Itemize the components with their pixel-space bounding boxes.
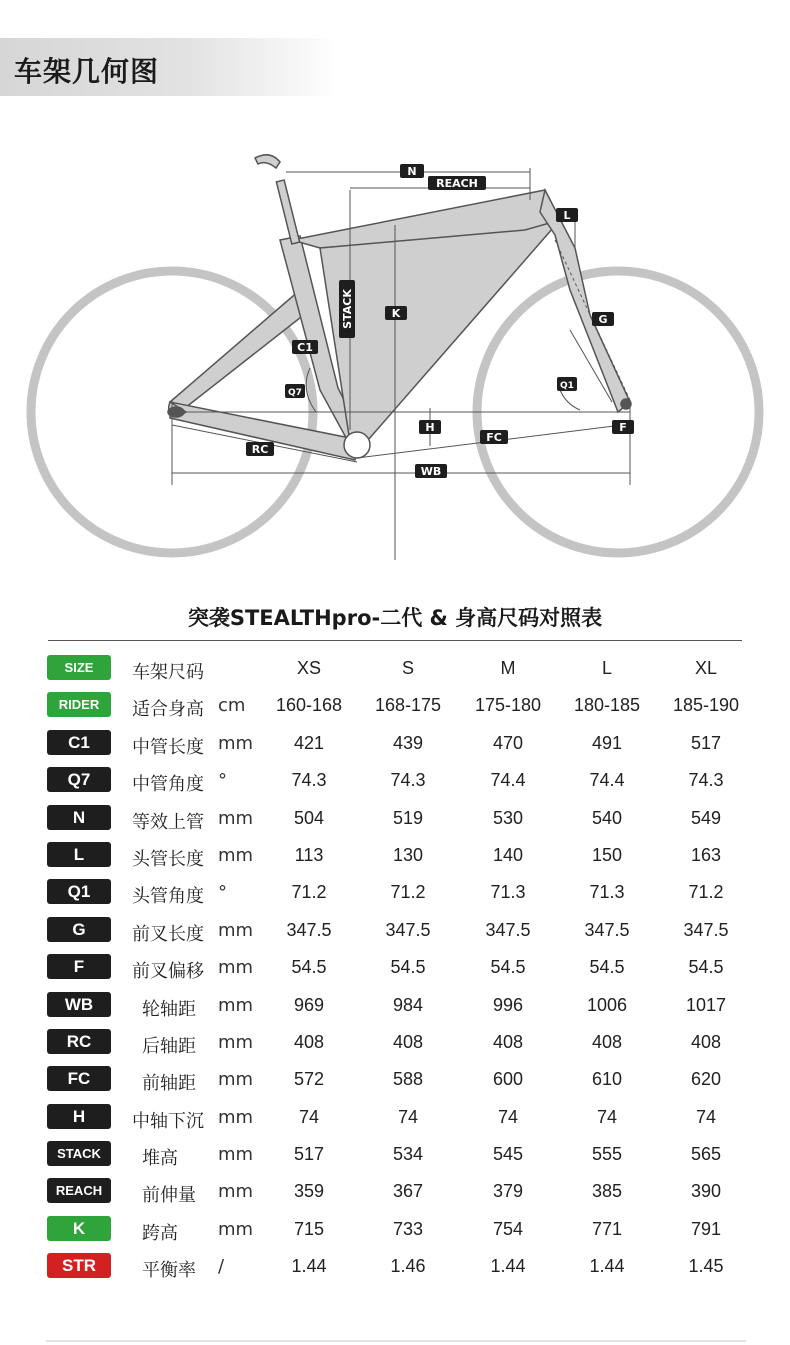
row-value: 517: [690, 732, 722, 753]
table-row: [46, 650, 746, 687]
row-unit: mm: [218, 1031, 254, 1053]
row-label: 适合身高: [132, 699, 204, 721]
row-value: 150: [591, 844, 623, 865]
row-label: 中轴下沉: [132, 1110, 204, 1132]
table-row: [46, 874, 746, 911]
row-unit: mm: [218, 1144, 254, 1166]
table-row: [46, 1211, 746, 1248]
row-value: 74.4: [589, 770, 625, 791]
label-h: [419, 420, 441, 434]
label-stack-text: STACK: [341, 289, 354, 329]
row-value: 504: [293, 807, 325, 828]
row-value: 519: [392, 807, 424, 828]
row-value: 715: [293, 1218, 325, 1239]
row-value: 175-180: [474, 695, 542, 716]
row-value: 565: [690, 1144, 722, 1165]
row-value: 771: [591, 1218, 623, 1239]
row-code-badge: K: [47, 1216, 111, 1241]
row-value: 54.5: [688, 957, 724, 978]
table-row: [46, 1173, 746, 1210]
row-value: 555: [591, 1144, 623, 1165]
label-g: [592, 312, 614, 326]
row-label: 前轴距: [142, 1073, 196, 1095]
row-value: 572: [293, 1069, 325, 1090]
label-rc-text: RC: [251, 443, 269, 456]
row-label: 跨高: [142, 1222, 178, 1244]
row-unit: mm: [218, 1218, 254, 1240]
row-value: 408: [591, 1031, 623, 1052]
row-value: 470: [492, 732, 524, 753]
row-value: 408: [392, 1031, 424, 1052]
row-value: 347.5: [485, 919, 531, 940]
row-unit: mm: [218, 1069, 254, 1091]
row-code-badge: L: [47, 842, 111, 867]
row-value: 1.44: [589, 1256, 625, 1277]
row-code-badge: RC: [47, 1029, 111, 1054]
row-unit: °: [218, 770, 227, 792]
row-value: 160-168: [275, 695, 343, 716]
label-g-text: G: [598, 313, 608, 326]
row-value: 530: [492, 807, 524, 828]
row-value: 74: [695, 1106, 717, 1127]
table-row: [46, 1061, 746, 1098]
row-value: 620: [690, 1069, 722, 1090]
row-unit: mm: [218, 807, 254, 829]
row-value: 347.5: [584, 919, 630, 940]
table-row: [46, 1099, 746, 1136]
row-label: 前叉偏移: [132, 961, 204, 983]
row-value: 71.2: [291, 882, 327, 903]
label-f: [612, 420, 634, 434]
row-value: 1017: [685, 994, 727, 1015]
row-unit: mm: [218, 732, 254, 754]
row-value: XL: [694, 658, 718, 678]
row-value: L: [601, 658, 612, 678]
row-value: XS: [296, 658, 321, 678]
row-value: 588: [392, 1069, 424, 1090]
row-value: 113: [294, 844, 324, 865]
row-value: 1.45: [688, 1256, 724, 1277]
row-value: 517: [293, 1144, 325, 1165]
row-value: 71.3: [490, 882, 526, 903]
row-code-badge: G: [47, 917, 111, 942]
label-c1: [292, 340, 318, 354]
table-row: [46, 949, 746, 986]
row-value: 408: [690, 1031, 722, 1052]
row-label: 轮轴距: [142, 998, 196, 1020]
row-value: 71.2: [688, 882, 724, 903]
row-value: 54.5: [291, 957, 327, 978]
label-fc-text: FC: [486, 431, 502, 444]
row-value: 390: [690, 1181, 722, 1202]
row-label: 头管角度: [132, 886, 204, 908]
row-code-badge: C1: [47, 730, 111, 755]
row-value: 408: [293, 1031, 325, 1052]
label-l: [556, 208, 578, 222]
row-unit: mm: [218, 957, 254, 979]
row-code-badge: N: [47, 805, 111, 830]
bottom-divider: [46, 1340, 746, 1342]
row-value: 347.5: [683, 919, 729, 940]
row-code-badge: REACH: [47, 1178, 111, 1203]
row-value: 140: [492, 844, 524, 865]
label-c1-text: C1: [297, 341, 313, 354]
row-code-badge: Q7: [47, 767, 111, 792]
row-value: 54.5: [490, 957, 526, 978]
row-value: 540: [591, 807, 623, 828]
row-value: 359: [293, 1181, 325, 1202]
label-q1-text: Q1: [560, 381, 574, 391]
row-value: 549: [690, 807, 722, 828]
row-code-badge: SIZE: [47, 655, 111, 680]
row-value: 168-175: [374, 695, 442, 716]
row-value: 1.44: [490, 1256, 526, 1277]
row-code-badge: F: [47, 954, 111, 979]
row-value: 600: [492, 1069, 524, 1090]
table-row: [46, 1248, 746, 1285]
row-label: 前叉长度: [132, 923, 204, 945]
row-value: 74.4: [490, 770, 526, 791]
label-k-text: K: [391, 307, 401, 320]
row-value: S: [401, 658, 414, 678]
row-unit: /: [218, 1256, 225, 1278]
row-value: 996: [492, 994, 524, 1015]
frame-geometry-diagram: [0, 140, 790, 570]
row-value: 421: [293, 732, 325, 753]
row-value: 130: [392, 844, 424, 865]
row-value: 71.3: [589, 882, 625, 903]
row-label: 等效上管: [132, 811, 204, 833]
table-row: [46, 1024, 746, 1061]
row-code-badge: STR: [47, 1253, 111, 1278]
row-value: 534: [392, 1144, 424, 1165]
row-value: 54.5: [390, 957, 426, 978]
row-value: 791: [690, 1218, 722, 1239]
row-value: M: [500, 658, 516, 678]
row-value: 754: [492, 1218, 524, 1239]
row-unit: cm: [218, 695, 246, 717]
row-value: 1006: [586, 994, 628, 1015]
row-unit: mm: [218, 844, 254, 866]
row-label: 前伸量: [142, 1185, 196, 1207]
row-code-badge: STACK: [47, 1141, 111, 1166]
row-label: 堆高: [142, 1148, 178, 1170]
label-reach: [428, 176, 486, 190]
row-label: 平衡率: [142, 1260, 196, 1282]
row-value: 439: [392, 732, 424, 753]
label-n: [400, 164, 424, 178]
label-n-text: N: [407, 165, 417, 178]
row-value: 347.5: [385, 919, 431, 940]
row-label: 中管长度: [132, 736, 204, 758]
row-value: 1.44: [291, 1256, 327, 1277]
row-value: 385: [591, 1181, 623, 1202]
title-divider: [48, 640, 742, 641]
row-value: 74.3: [390, 770, 426, 791]
table-title: 突袭STEALTHpro-二代 & 身高尺码对照表: [187, 606, 603, 630]
table-row: [46, 800, 746, 837]
label-wb-text: WB: [420, 465, 442, 478]
row-value: 347.5: [286, 919, 332, 940]
label-wb: [415, 464, 447, 478]
row-value: 1.46: [390, 1256, 426, 1277]
label-stack: [339, 280, 355, 338]
label-l-text: L: [563, 209, 571, 222]
table-row: [46, 1136, 746, 1173]
row-code-badge: WB: [47, 992, 111, 1017]
row-unit: mm: [218, 1181, 254, 1203]
row-label: 车架尺码: [132, 662, 204, 683]
row-value: 408: [492, 1031, 524, 1052]
table-row: [46, 987, 746, 1024]
row-value: 74.3: [688, 770, 724, 791]
page-title: 车架几何图: [14, 55, 160, 88]
geometry-table: [46, 650, 746, 1286]
row-value: 545: [492, 1144, 524, 1165]
row-code-badge: H: [47, 1104, 111, 1129]
table-row: [46, 687, 746, 724]
row-value: 367: [392, 1181, 424, 1202]
row-unit: °: [218, 882, 227, 904]
label-q7-text: Q7: [288, 388, 302, 398]
row-value: 74: [298, 1106, 320, 1127]
label-k: [385, 306, 407, 320]
row-unit: mm: [218, 1106, 254, 1128]
row-value: 185-190: [672, 695, 740, 716]
label-q7: [285, 384, 305, 398]
row-value: 74: [397, 1106, 419, 1127]
row-value: 733: [392, 1218, 424, 1239]
row-label: 头管长度: [132, 848, 204, 870]
label-reach-text: REACH: [436, 177, 478, 190]
row-code-badge: FC: [47, 1066, 111, 1091]
row-value: 74: [497, 1106, 519, 1127]
row-value: 491: [591, 732, 623, 753]
row-value: 379: [492, 1181, 524, 1202]
row-label: 后轴距: [142, 1035, 196, 1057]
row-unit: mm: [218, 994, 254, 1016]
table-row: [46, 912, 746, 949]
row-code-badge: Q1: [47, 879, 111, 904]
label-fc: [480, 430, 508, 444]
row-label: 中管角度: [132, 774, 204, 796]
table-row: [46, 725, 746, 762]
label-f-text: F: [619, 421, 627, 434]
row-value: 984: [392, 994, 424, 1015]
label-rc: [246, 442, 274, 456]
row-value: 74: [596, 1106, 618, 1127]
row-value: 969: [293, 994, 325, 1015]
row-unit: mm: [218, 919, 254, 941]
label-h-text: H: [425, 421, 435, 434]
row-code-badge: RIDER: [47, 692, 111, 717]
row-value: 71.2: [390, 882, 426, 903]
table-row: [46, 837, 746, 874]
table-row: [46, 762, 746, 799]
label-q1: [557, 377, 577, 391]
row-value: 163: [690, 844, 722, 865]
row-value: 54.5: [589, 957, 625, 978]
row-value: 610: [591, 1069, 623, 1090]
row-value: 74.3: [291, 770, 327, 791]
row-value: 180-185: [573, 695, 641, 716]
